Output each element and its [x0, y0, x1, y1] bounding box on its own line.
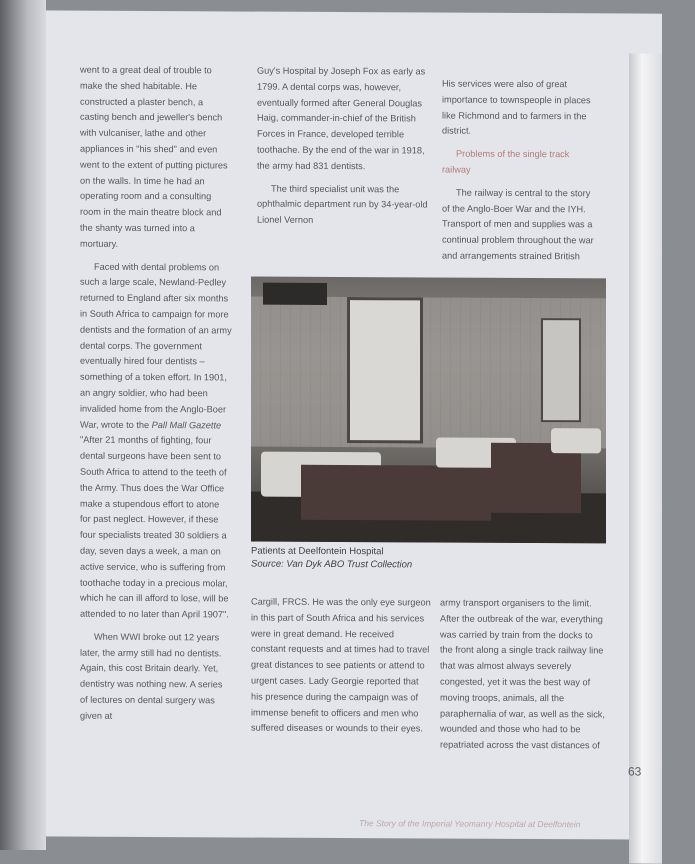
page-edge [629, 54, 662, 864]
ward-window [347, 297, 423, 443]
hospital-ward-photo [251, 277, 606, 544]
paragraph: The railway is central to the story of the Anglo-Boer War and the IYH. Transport of men and supplies was a continual problem throughout the war and arrangements strained British [442, 187, 594, 262]
paragraph: Faced with dental problems on such a large scale, Newland-Pedley returned to England after six months in South Africa to campaign for more dentists and the formation of an army dental corps. The government eventually hired four dentists – something of a token effort. In 1901, an angry soldier, who had been invalided home from the Anglo-Boer War, wrote to the Pall Mall Gazette "After 21 months of fighting, four dental surgeons have been sent to South Africa to attend to the teeth of the Army. Thus does the War Office make a stupendous effort to atone for past neglect. However, if these four specialists treated 30 soldiers a day, seven days a week, a man on active service, who is suffering from toothache today in a precious molar, which he can ill afford to lose, will be attended to no later than April 1907". [80, 261, 232, 620]
section-heading: Problems of the single track railway [442, 148, 570, 175]
photo-source: Source: Van Dyk ABO Trust Collection [251, 558, 413, 571]
text-column-1 [80, 63, 232, 732]
hospital-bed [551, 428, 601, 453]
photo-caption: Patients at Deelfontein Hospital Source: Van Dyk ABO Trust Collection [251, 545, 551, 573]
paragraph: The third specialist unit was the ophthalmic department run by 34-year-old Lionel Vernon [257, 183, 428, 226]
page-number: 63 [628, 764, 642, 779]
ward-sign [263, 283, 327, 305]
text-column-4 [251, 595, 431, 745]
bed-blanket [491, 443, 581, 513]
publication-title: Pall Mall Gazette [151, 419, 222, 430]
paragraph: army transport organisers to the limit. After the outbreak of the war, everything was carried by train from the docks to the front along a single track railway line that was almost always severely congested, yet it was the best way of moving troops, animals, all the paraphernalia of war, as well as the sick, wounded and those who had to be repatriated across the vast distances of [440, 597, 605, 751]
paragraph: Cargill, FRCS. He was the only eye surgeon in this part of South Africa and his services were in great demand. He received constant requests and at times had to travel great distances to see patients or attend to urgent cases. Lady Georgie reported that his presence during the campaign was of immense benefit to officers and men who suffered diseases or wounds to their eyes. [251, 596, 431, 734]
bed-blanket [301, 465, 491, 521]
paragraph: His services were also of great importance to townspeople in places like Richmond and to farmers in the district. [442, 78, 591, 137]
book-spine [0, 0, 46, 850]
text-column-2 [257, 64, 432, 237]
paragraph: Guy's Hospital by Joseph Fox as early as 1799. A dental corps was, however, eventually formed after General Douglas Haig, commander-in-chief of the British Forces in France, developed terrible toothache. By the end of the war in 1918, the army had 831 dentists. [257, 65, 426, 171]
paragraph: went to a great deal of trouble to make the shed habitable. He constructed a plaster bench, a casting bench and jeweller's bench with vulcaniser, lathe and other appliances in "his shed" and even went to the extent of putting pictures on the walls. In time he had an operating room and a consulting room in the main theatre block and the shanty was turned into a mortuary. [80, 64, 228, 249]
text-column-5 [440, 596, 605, 762]
text-column-3 [442, 77, 598, 273]
book-page [14, 10, 662, 839]
ward-window [541, 318, 581, 422]
paragraph: When WWI broke out 12 years later, the army still had no dentists. Again, this cost Britain dearly. Yet, dentistry was nothing new. A series of lectures on dental surgery was given at [80, 631, 223, 721]
running-footer: The Story of the Imperial Yeomanry Hospital at Deelfontein [359, 818, 581, 830]
